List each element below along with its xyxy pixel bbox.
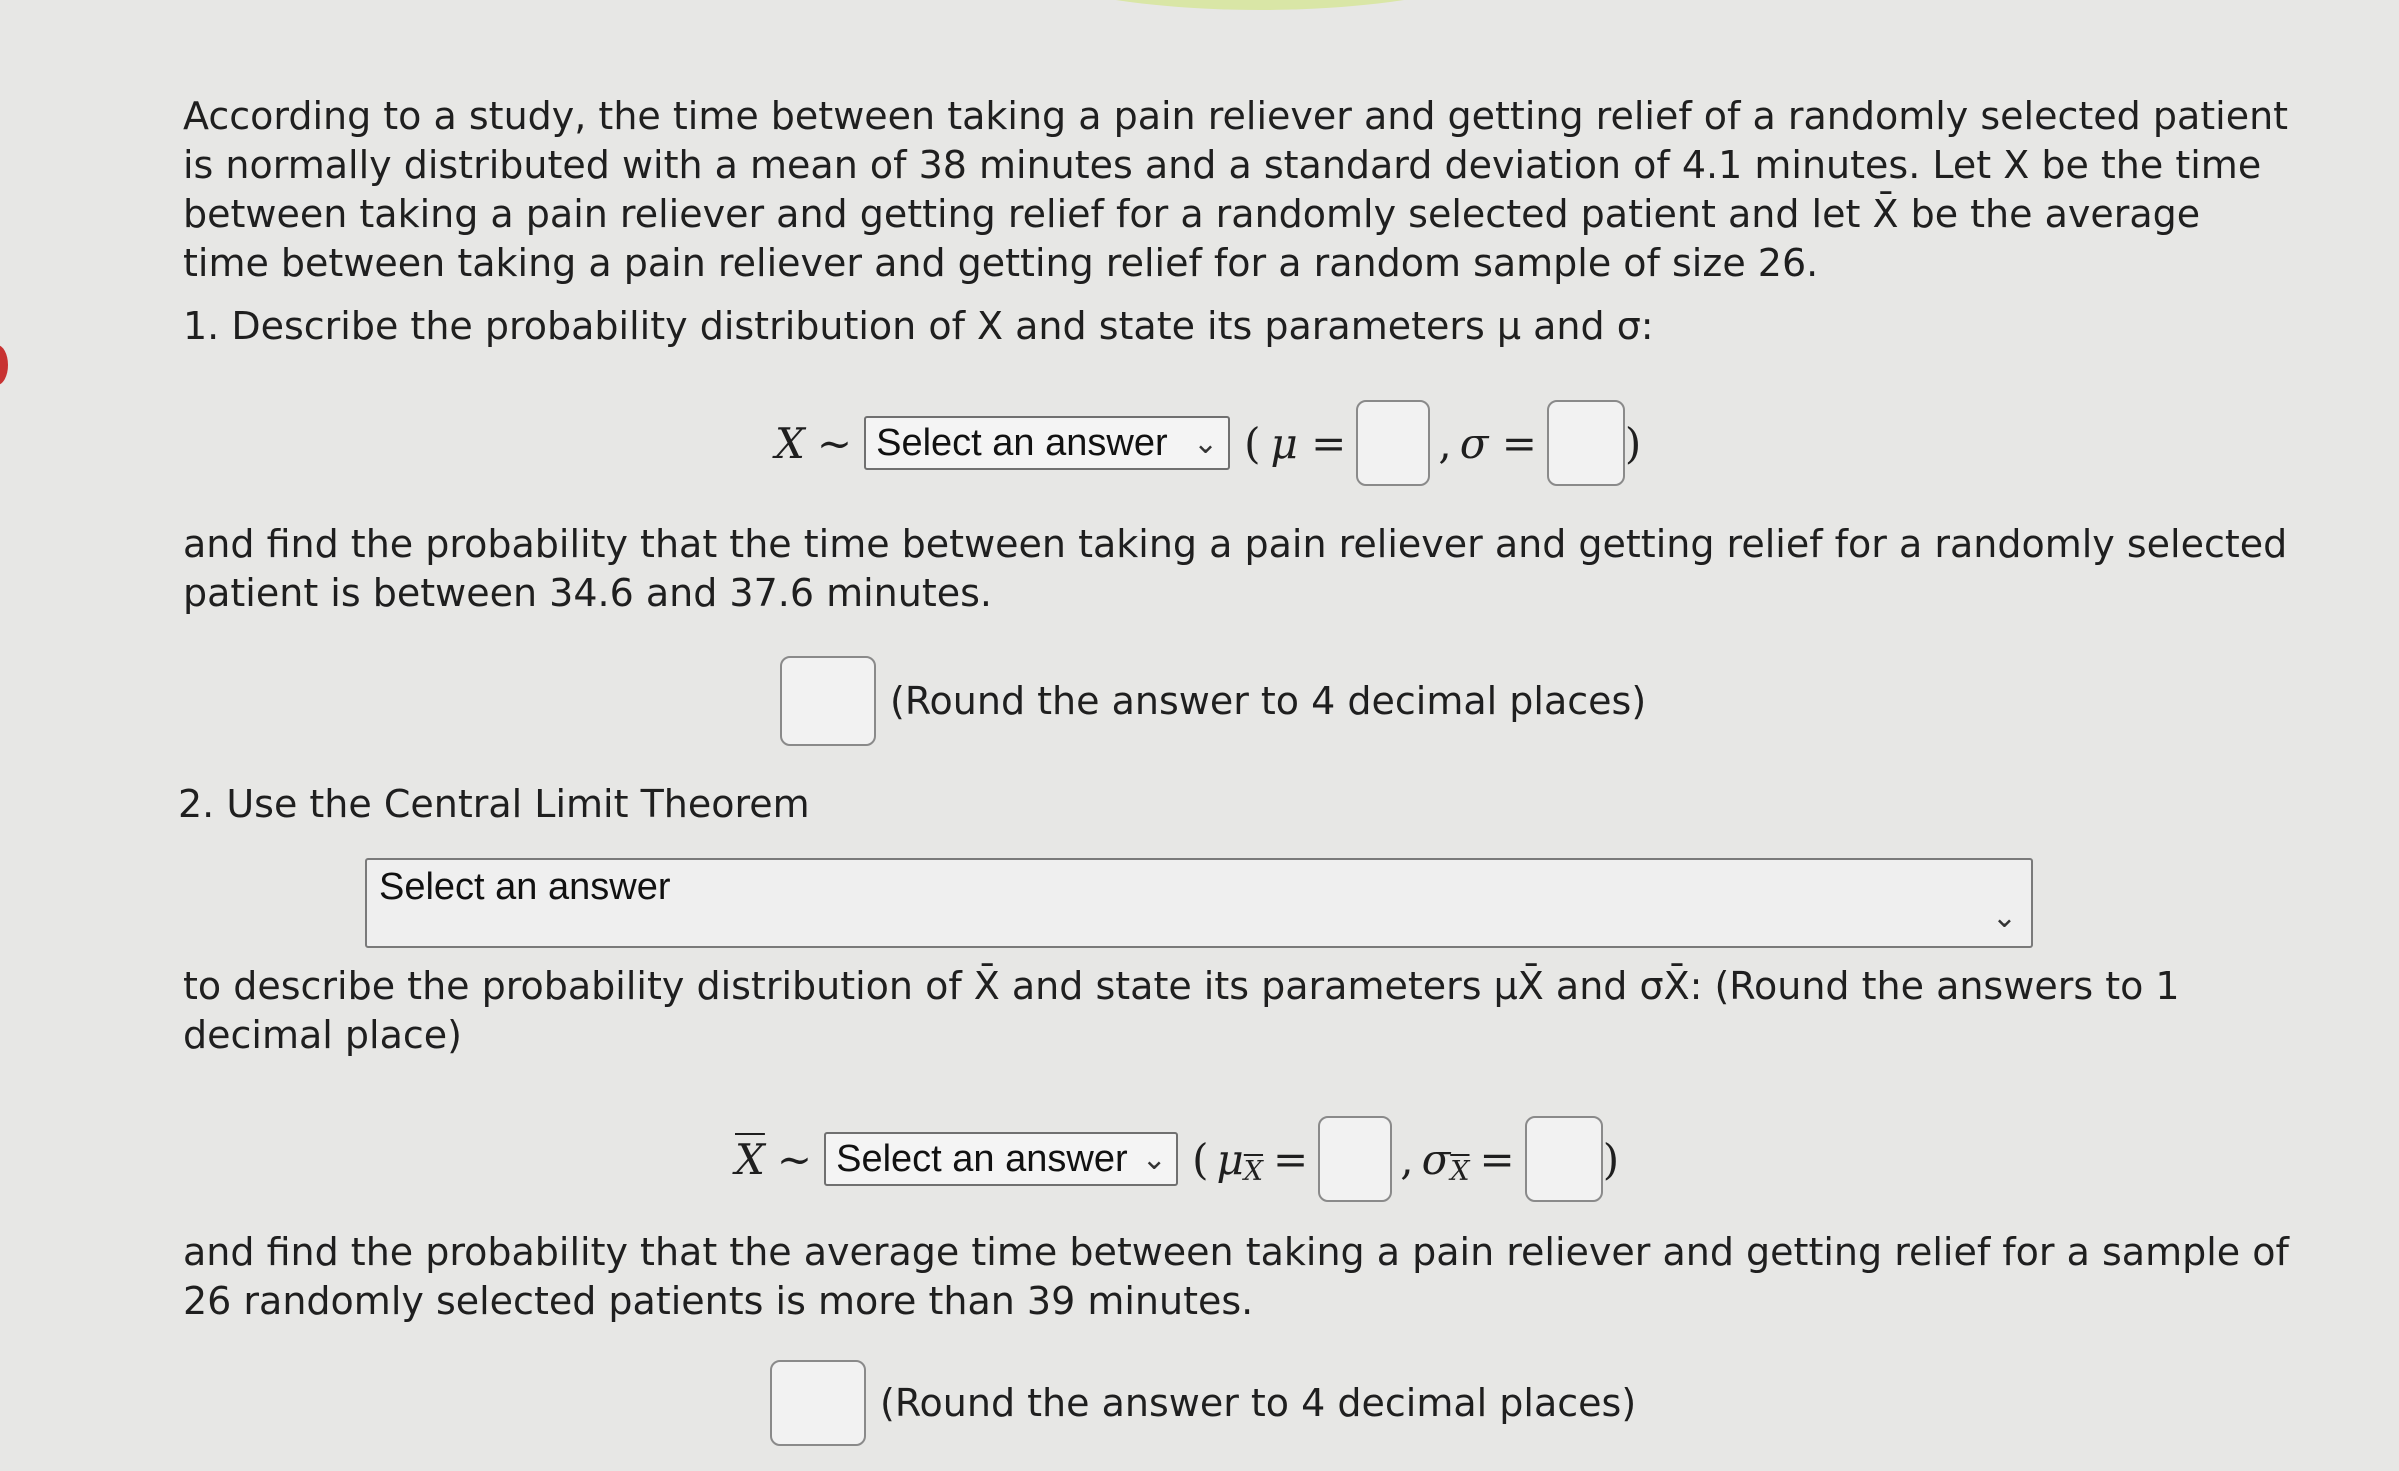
tilde-symbol: ∼: [816, 418, 853, 468]
chevron-down-icon: ⌄: [1991, 900, 2017, 935]
sigma-symbol: σ: [1421, 1134, 1451, 1184]
part2-distribution-row: $\overline{X}$ ∼ Select an answer ⌄ ( μ $\overline{X}$ = , σ $\overline{X}$ = ): [735, 1116, 1619, 1202]
variable-x: X: [775, 418, 805, 468]
part1-prompt: 1. Describe the probability distribution of X and state its parameters μ and σ:: [183, 304, 1654, 348]
part2-describe-text: to describe the probability distribution of X̄ and state its parameters μX̄ and σX̄: (Round the answers to 1 decimal place): [183, 964, 2180, 1057]
select-label: Select an answer: [379, 866, 671, 908]
part2-find-text: and find the probability that the average time between taking a pain reliever and getting relief for a sample of 26 randomly selected patients is more than 39 minutes.: [183, 1230, 2289, 1323]
mu-subscript: $\overline{X}$: [1243, 1155, 1264, 1187]
part1-answer-row: [780, 656, 1646, 746]
mu-symbol: μ: [1216, 1134, 1244, 1184]
part1-probability-input[interactable]: [780, 656, 876, 746]
mu-input[interactable]: [1356, 400, 1430, 486]
background-decoration: [980, 0, 1540, 10]
equals-sign: =: [1273, 1134, 1309, 1184]
round-note: (Round the answer to 4 decimal places): [890, 679, 1647, 723]
mu-xbar-input[interactable]: [1318, 1116, 1392, 1202]
tilde-symbol: ∼: [776, 1134, 813, 1184]
part2-probability-input[interactable]: [770, 1360, 866, 1446]
variable-xbar: $\overline{X}$: [735, 1134, 765, 1184]
mu-label: μ =: [1270, 418, 1347, 468]
chevron-down-icon: ⌄: [1192, 426, 1219, 460]
sigma-input[interactable]: [1547, 400, 1625, 486]
part2-prompt: 2. Use the Central Limit Theorem: [178, 782, 810, 826]
clt-select[interactable]: [365, 858, 2033, 948]
problem-intro: According to a study, the time between taking a pain reliever and getting relief of a randomly selected patient is normally distributed with a mean of 38 minutes and a standard deviation of 4.1 minutes. Let X be the time between taking a pain reliever and getting relief for a randomly selected patient and let X̄ be the average time between taking a pain reliever and getting relief for a random sample of size 26.: [183, 94, 2289, 285]
round-note: (Round the answer to 4 decimal places): [880, 1381, 1637, 1425]
part1-find-text: and find the probability that the time between taking a pain reliever and getting relief for a randomly selected patient is between 34.6 and 37.6 minutes.: [183, 522, 2288, 615]
chevron-down-icon: ⌄: [1141, 1142, 1167, 1176]
part2-distribution-select[interactable]: [824, 1132, 1178, 1186]
select-label: Select an answer: [836, 1137, 1128, 1180]
sigma-label: σ =: [1459, 418, 1537, 468]
part2-answer-row: [770, 1360, 1636, 1446]
select-label: Select an answer: [876, 421, 1168, 464]
part1-distribution-select[interactable]: [864, 416, 1230, 470]
sigma-xbar-input[interactable]: [1525, 1116, 1603, 1202]
sigma-subscript: $\overline{X}$: [1450, 1155, 1470, 1187]
edge-marker: [0, 345, 8, 385]
part1-distribution-row: X ∼ Select an answer ⌄ ( μ = , σ = ): [775, 400, 1641, 486]
equals-sign: =: [1479, 1134, 1515, 1184]
